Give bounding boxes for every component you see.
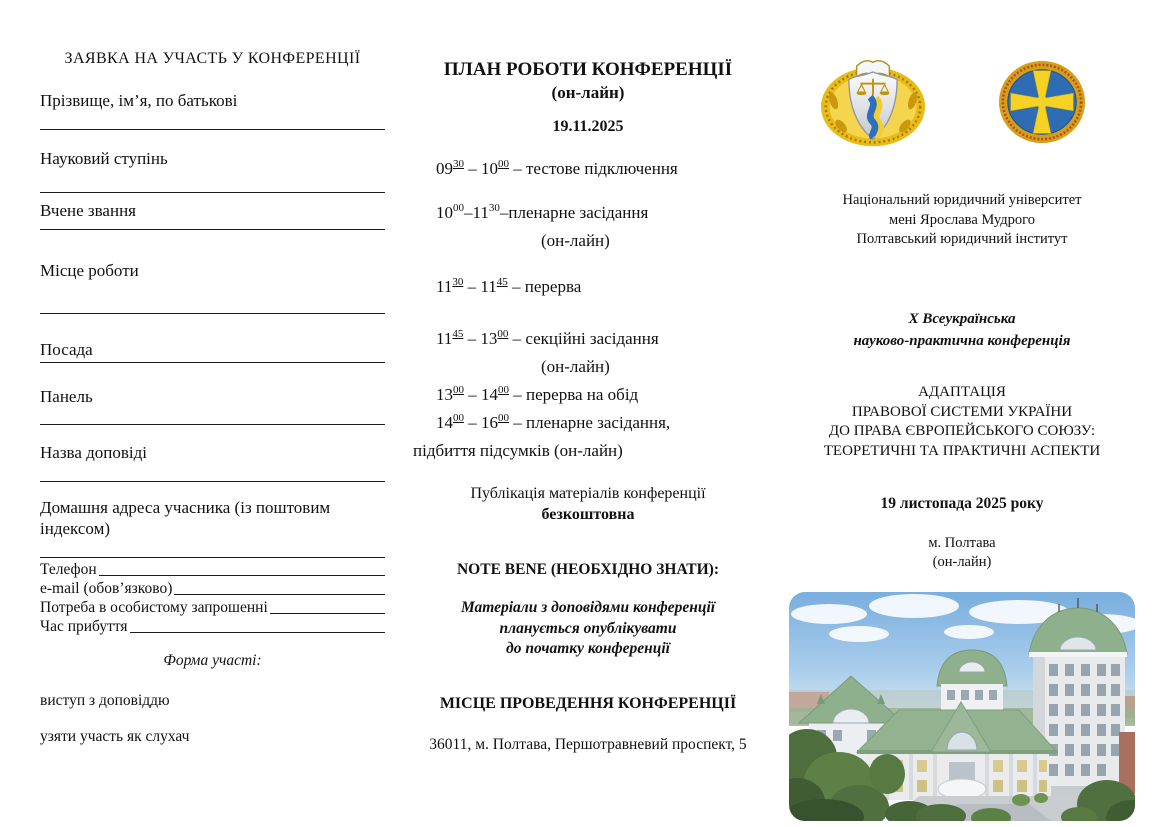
write-in-line xyxy=(130,632,385,633)
note-line: до початку конференції xyxy=(506,640,670,657)
write-in-line xyxy=(270,613,385,614)
conference-title xyxy=(784,383,1140,461)
conference-title-line: ПРАВОВОЇ СИСТЕМИ УКРАЇНИ xyxy=(851,403,1073,420)
university-name-line: Полтавський юридичний інститут xyxy=(856,231,1068,247)
note-line: планується опублікувати xyxy=(499,619,677,637)
conference-title-line: АДАПТАЦІЯ xyxy=(918,384,1006,400)
campus-photo xyxy=(789,592,1135,821)
venue-address: 36011, м. Полтава, Першотравневий проспект, 5 xyxy=(429,736,747,753)
participation-option-report: виступ з доповіддю xyxy=(40,692,170,709)
inline-field-label: Потреба в особистому запрошенні xyxy=(40,599,268,616)
publication-line2: безкоштовна xyxy=(541,506,635,523)
write-in-line xyxy=(40,192,385,193)
conference-type-line: науково-практична конференція xyxy=(853,332,1071,349)
write-in-line xyxy=(174,594,385,595)
schedule-row-subline: (он-лайн) xyxy=(541,231,610,250)
schedule xyxy=(413,156,766,464)
university-name-line: Національний юридичний університет xyxy=(842,192,1082,208)
university-name-line: мені Ярослава Мудрого xyxy=(889,211,1035,228)
schedule-row: $14^{00} - 16^{00}$ – пленарне засідання, підбиття підсумків (он-лайн) xyxy=(436,410,766,464)
plan-title-line: ПЛАН РОБОТИ КОНФЕРЕНЦІЇ xyxy=(443,59,733,80)
write-in-line xyxy=(40,129,385,130)
inline-field-label: Телефон xyxy=(40,561,97,578)
inline-field-invitation xyxy=(40,598,385,617)
institute-emblem-icon xyxy=(998,58,1086,146)
publication-note xyxy=(408,483,768,525)
note-bene-text xyxy=(408,598,768,660)
plan-date: 19.11.2025 xyxy=(552,118,624,135)
schedule-row-subline: (он-лайн) xyxy=(541,357,610,376)
field-label-name: Прізвище, ім’я, по батькові xyxy=(40,91,238,110)
write-in-line xyxy=(40,481,385,482)
schedule-row: $11^{30} - 11^{45}$ – перерва xyxy=(436,276,582,296)
note-line: Матеріали з доповідями конференції xyxy=(460,599,716,616)
schedule-row-subline: підбиття підсумків (он-лайн) xyxy=(413,441,623,460)
note-bene-heading: NOTE BENE (НЕОБХІДНО ЗНАТИ): xyxy=(456,561,720,578)
participation-form-heading: Форма участі: xyxy=(163,652,262,669)
schedule-row: $11^{45} - 13^{00}$ – секційні засідання (он-лайн) xyxy=(436,326,766,380)
plan-subtitle: (он-лайн) xyxy=(551,83,625,102)
write-in-line xyxy=(40,229,385,230)
inline-field-arrival-time xyxy=(40,617,385,636)
plan-title xyxy=(408,58,768,104)
write-in-line xyxy=(40,313,385,314)
conference-date: 19 листопада 2025 року xyxy=(880,495,1044,512)
field-label-academic-title: Вчене звання xyxy=(40,201,136,220)
conference-type xyxy=(788,309,1136,352)
field-label-panel: Панель xyxy=(40,387,93,406)
schedule-row: $10^{00}-11^{30}$–пленарне засідання (он-лайн) xyxy=(436,200,766,254)
field-label-workplace: Місце роботи xyxy=(40,261,139,280)
conference-title-line: ДО ПРАВА ЄВРОПЕЙСЬКОГО СОЮЗУ: xyxy=(828,423,1096,439)
venue-heading: МІСЦЕ ПРОВЕДЕННЯ КОНФЕРЕНЦІЇ xyxy=(439,695,737,712)
conference-place xyxy=(788,534,1136,572)
write-in-line xyxy=(99,575,385,576)
inline-field-phone xyxy=(40,560,385,579)
participation-option-listener: узяти участь як слухач xyxy=(40,728,190,745)
field-label-position: Посада xyxy=(40,340,93,359)
field-label-home-address: Домашня адреса учасника (із поштовим індексом) xyxy=(40,498,331,538)
university-name xyxy=(788,191,1136,250)
conference-title-line: ТЕОРЕТИЧНІ ТА ПРАКТИЧНІ АСПЕКТИ xyxy=(823,442,1101,459)
schedule-row: $09^{30} - 10^{00}$ – тестове підключення xyxy=(436,158,678,178)
write-in-line xyxy=(40,557,385,558)
university-emblem-icon xyxy=(820,52,926,148)
inline-field-email xyxy=(40,579,385,598)
field-label-report-title: Назва доповіді xyxy=(40,443,148,462)
conference-place-mode: (он-лайн) xyxy=(932,554,992,570)
write-in-line xyxy=(40,362,385,363)
application-title: ЗАЯВКА НА УЧАСТЬ У КОНФЕРЕНЦІЇ xyxy=(64,50,361,67)
write-in-line xyxy=(40,424,385,425)
inline-field-label: Час прибуття xyxy=(40,618,128,635)
conference-place-city: м. Полтава xyxy=(928,535,996,551)
field-label-degree: Науковий ступінь xyxy=(40,149,168,168)
inline-field-label: e-mail (обов’язково) xyxy=(40,580,173,597)
schedule-row: $13^{00} - 14^{00}$ – перерва на обід xyxy=(436,384,639,404)
conference-type-line: Х Всеукраїнська xyxy=(908,311,1016,327)
publication-line1: Публікація матеріалів конференції xyxy=(470,485,706,502)
